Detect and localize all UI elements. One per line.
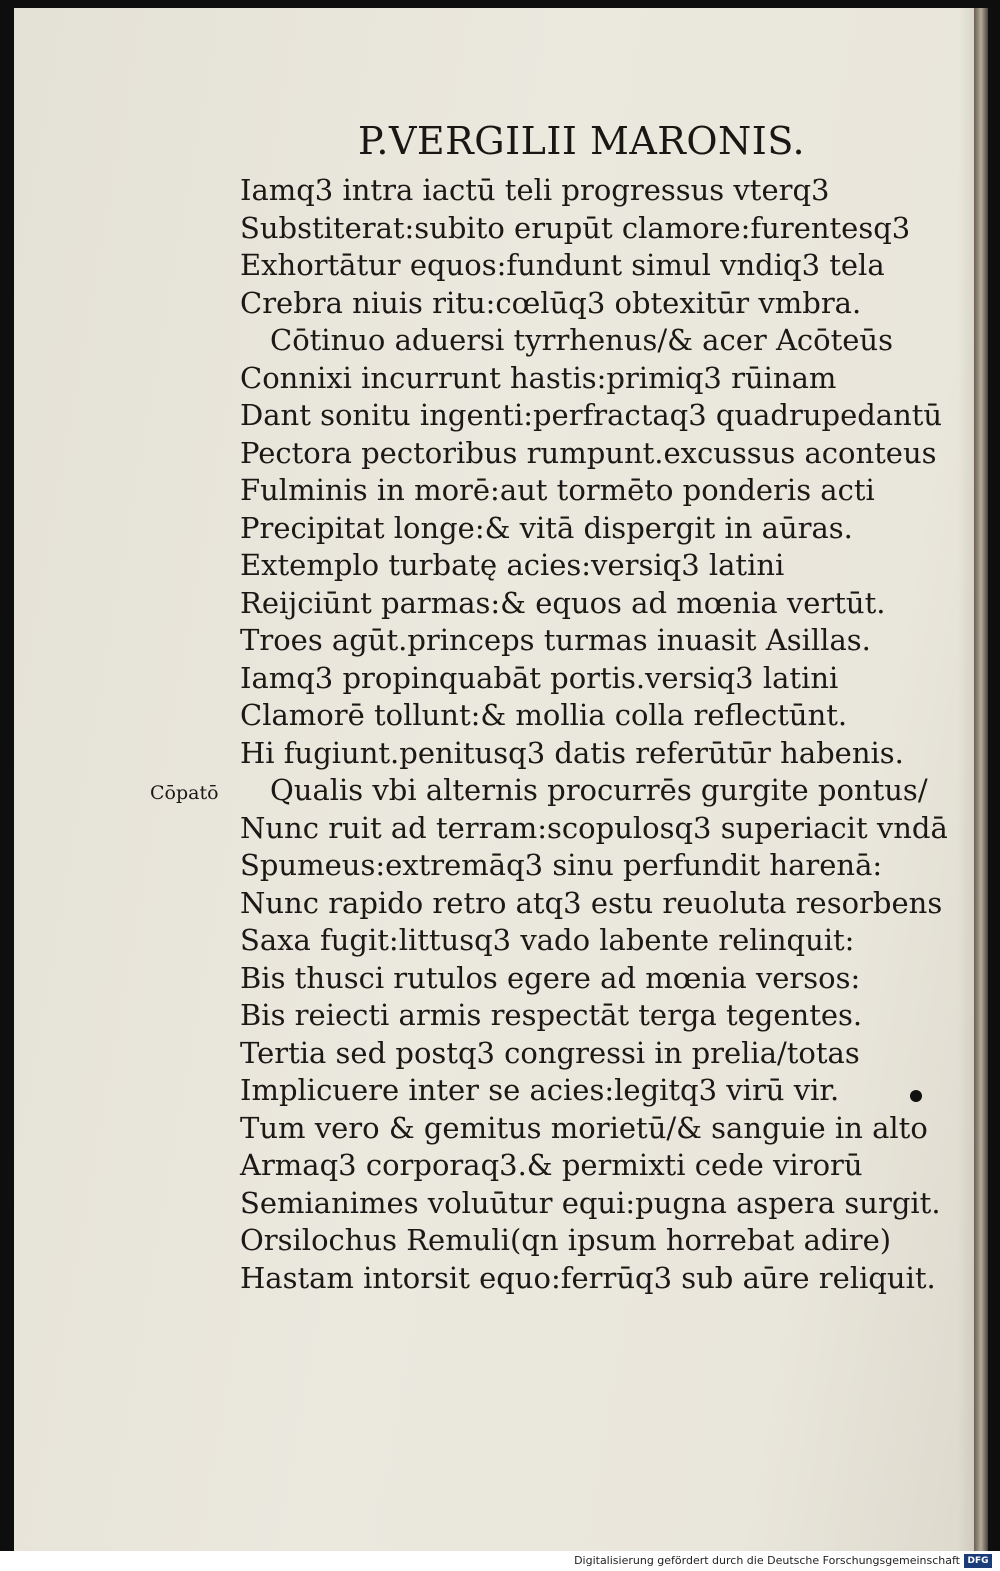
book-page [14, 8, 988, 1551]
verse-line: Crebra niuis ritu:cœlūq3 obtexitūr vmbra. [240, 285, 862, 320]
verse-line: Armaq3 corporaq3.& permixti cede virorū [240, 1148, 863, 1182]
verse-line: Cōtinuo aduersi tyrrhenus/& acer Acōteūs [270, 323, 893, 357]
verse-line: Qualis vbi alternis procurrēs gurgite pontus/ [270, 773, 928, 807]
verse-line: Implicuere inter se acies:legitq3 virū vir. [240, 1073, 840, 1107]
verse-line: Tertia sed postq3 congressi in prelia/totas [240, 1035, 860, 1070]
verse-line: Saxa fugit:littusq3 vado labente relinquit: [240, 923, 855, 957]
funding-credit: Digitalisierung gefördert durch die Deutsche Forschungsgemeinschaft [574, 1554, 960, 1567]
verse-line: Iamq3 propinquabāt portis.versiq3 latini [240, 660, 839, 695]
verse-line: Orsilochus Remuli(qn ipsum horrebat adire) [240, 1223, 892, 1257]
verse-line: Nunc rapido retro atq3 estu reuoluta resorbens [240, 885, 943, 920]
verse-line: Iamq3 intra iactū teli progressus vterq3 [240, 173, 830, 207]
verse-line: Fulminis in morē:aut tormēto ponderis acti [240, 473, 875, 507]
ink-spot [910, 1090, 922, 1102]
dfg-logo-icon: DFG [964, 1554, 992, 1568]
marginal-note: Cōpatō [150, 782, 219, 804]
verse-line: Precipitat longe:& vitā dispergit in aūras. [240, 510, 853, 545]
verse-line: Spumeus:extremāq3 sinu perfundit harenā: [240, 848, 883, 882]
verse-line: Tum vero & gemitus morietū/& sanguie in alto [240, 1110, 928, 1145]
verse-line: Substiterat:subito erupūt clamore:furentesq3 [240, 210, 911, 245]
verse-line: Pectora pectoribus rumpunt.excussus aconteus [240, 435, 937, 470]
verse-line: Troes agūt.princeps turmas inuasit Asillas. [240, 623, 871, 657]
verse-line: Bis reiecti armis respectāt terga tegentes. [240, 998, 863, 1032]
verse-line: Clamorē tollunt:& mollia colla reflectūnt. [240, 698, 848, 732]
page-gutter [974, 8, 988, 1551]
verse-line: Connixi incurrunt hastis:primiq3 rūinam [240, 360, 837, 395]
verse-line: Nunc ruit ad terram:scopulosq3 superiacit vndā [240, 810, 948, 845]
verse-line: Hi fugiunt.penitusq3 datis referūtūr habenis. [240, 735, 904, 770]
running-head: P.VERGILII MARONIS. [358, 119, 806, 163]
verse-line: Extemplo turbatę acies:versiq3 latini [240, 548, 785, 582]
verse-line: Bis thusci rutulos egere ad mœnia versos: [240, 960, 861, 995]
verse-line: Dant sonitu ingenti:perfractaq3 quadrupedantū [240, 398, 943, 432]
verse-block [240, 172, 960, 1297]
verse-line: Reijciūnt parmas:& equos ad mœnia vertūt. [240, 585, 886, 620]
verse-line: Hastam intorsit equo:ferrūq3 sub aūre reliquit. [240, 1260, 936, 1295]
verse-line: Semianimes voluūtur equi:pugna aspera surgit. [240, 1185, 941, 1220]
verse-line: Exhortātur equos:fundunt simul vndiq3 tela [240, 248, 885, 282]
